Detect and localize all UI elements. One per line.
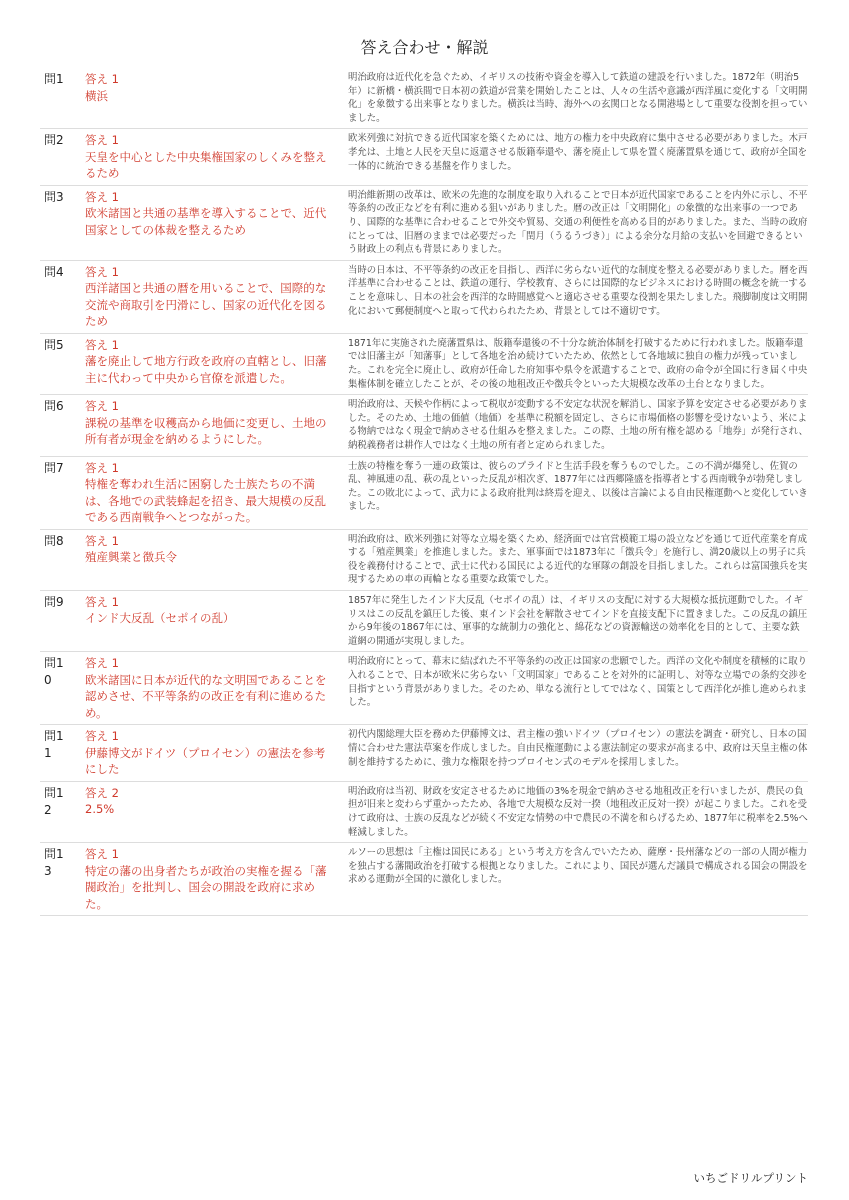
question-number: 問9 [44,594,64,609]
question-number: 問11 [44,729,64,761]
answer-label: 答え 1 [85,533,119,548]
answer-block [80,533,332,587]
question-number: 問1 [44,72,64,86]
qa-row [40,334,808,395]
answer-block [80,655,332,721]
qa-row [40,843,808,916]
explanation-text: 明治政府にとって、幕末に結ばれた不平等条約の改正は国家の悲願でした。西洋の文化や制度を積極的に取り入れることで、日本が欧米に劣らない「文明国家」であることを対外的に証明し、対等な立場での条約交渉を目指すという背景がありました。そのため、単なる流行としてではなく、国策として西洋化が推し進められました。 [348,656,808,709]
answer-list [40,68,808,916]
explanation-text: 明治政府は近代化を急ぐため、イギリスの技術や資金を導入して鉄道の建設を行いました。1872年（明治5年）に新橋・横浜間で日本初の鉄道が営業を開始したことは、人々の生活や意識が西洋風に変化する「文明開化」を象徴する出来事となりました。横浜は当時、海外への玄関口となる開港場として重要な役割を担っていました。 [348,72,808,124]
answer-label: 答え 1 [85,72,119,86]
answer-text: インド大反乱（セポイの乱） [85,611,235,626]
answer-block [80,189,332,257]
explanation-text: 1857年に発生したインド大反乱（セポイの乱）は、イギリスの支配に対する大規模な抵抗運動でした。イギリスはこの反乱を鎮圧した後、東インド会社を解散させてインドを直接支配下に置きました。この反乱の鎮圧から9年後の1867年には、軍事的な統制力の強化と、綿花などの資源輸送の効率化を目的として、主要な鉄道網の開通が実現しました。 [348,594,808,647]
question-number: 問2 [44,133,64,148]
answer-label: 答え 1 [85,189,119,204]
answer-block [80,460,332,526]
explanation-text: 欧米列強に対抗できる近代国家を築くためには、地方の権力を中央政府に集中させる必要がありました。木戸孝允は、土地と人民を天皇に返還させる版籍奉還や、藩を廃止して県を置く廃藩置県を通じて、政府が全国を一体的に統治できる基盤を作りました。 [348,133,808,172]
answer-label: 答え 1 [85,847,119,862]
explanation-text: 士族の特権を奪う一連の政策は、彼らのプライドと生活手段を奪うものでした。この不満が爆発し、佐賀の乱、神風連の乱、萩の乱といった反乱が相次ぎ、1877年には西郷隆盛を指導者とする西南戦争が勃発しました。この敗北によって、武力による政府批判は終焉を迎え、以後は言論による自由民権運動へと変化していきました。 [348,460,808,513]
answer-block [80,337,332,391]
answer-text: 2.5% [85,802,115,817]
qa-row [40,457,808,530]
explanation-text: 明治政府は、天候や作柄によって税収が変動する不安定な状況を解消し、国家予算を安定させる必要がありました。そのため、土地の価値（地価）を基準に税額を固定し、さらに市場価格の影響を受けないよう、米による物納ではなく現金で納めさせる仕組みを整えました。この際、土地の所有権を認める「地券」が発行され、納税義務者は耕作人ではなく土地の所有者と定められました。 [348,399,808,451]
answer-text: 特権を奪われ生活に困窮した士族たちの不満は、各地での武装蜂起を招き、最大規模の反乱である西南戦争へとつながった。 [85,477,327,525]
answer-label: 答え 1 [85,729,119,744]
answer-text: 欧米諸国に日本が近代的な文明国であることを認めさせ、不平等条約の改正を有利に進めるため。 [85,672,327,720]
question-number: 問6 [44,399,64,414]
qa-row [40,782,808,843]
explanation-text: 明治政府は当初、財政を安定させるために地価の3%を現金で納めさせる地租改正を行いましたが、農民の負担が旧来と変わらず重かったため、各地で大規模な反対一揆（地租改正反対一揆）が起こりました。これを受けて政府は、士族の反乱などが続く不安定な情勢の中で農民の不満を和らげるため、1877年に税率を2.5%へ軽減しました。 [348,785,808,838]
qa-row [40,129,808,186]
question-number: 問3 [44,189,64,204]
question-number: 問7 [44,460,64,475]
answer-block [80,264,332,330]
qa-row [40,261,808,334]
page-title: 答え合わせ・解説 [360,38,489,57]
answer-label: 答え 1 [85,264,119,279]
answer-text: 特定の藩の出身者たちが政治の実権を握る「藩閥政治」を批判し、国会の開設を政府に求めた。 [85,863,327,911]
answer-block [80,132,332,182]
question-number: 問13 [44,847,64,879]
explanation-text: 明治維新期の改革は、欧米の先進的な制度を取り入れることで日本が近代国家であることを内外に示し、不平等条約の改正などを有利に進める狙いがありました。暦の改正は「文明開化」の象徴的な出来事の一つであり、国際的な基準に合わせることで外交や貿易、交通の利便性を高める目的がありました。また、当時の政府にとっては、旧暦のままでは必要だった「閏月（うるうづき）」による余分な月給の支払いを回避できるという財政上の利点も背景にありました。 [348,189,808,256]
qa-row [40,68,808,129]
explanation-text: 1871年に実施された廃藩置県は、版籍奉還後の不十分な統治体制を打破するために行われました。版籍奉還では旧藩主が「知藩事」として各地を治め続けていたため、依然として各地域に独自の権力が残っていました。これを完全に廃止し、政府が任命した府知事や県令を派遣することで、政府の命令が全国に行き届く中央集権体制を確立したことが、その後の地租改正や徴兵令といった大規模な改革の土台となりました。 [348,337,808,390]
qa-row [40,725,808,782]
question-number: 問12 [44,785,64,817]
qa-row [40,652,808,725]
answer-label: 答え 1 [85,594,119,609]
answer-label: 答え 1 [85,460,119,475]
answer-text: 殖産興業と徴兵令 [85,550,177,565]
qa-row [40,395,808,456]
answer-block [80,728,332,778]
answer-text: 欧米諸国と共通の基準を導入することで、近代国家としての体裁を整えるため [85,206,327,237]
answer-label: 答え 1 [85,656,119,671]
question-number: 問10 [44,656,64,688]
answer-text: 横浜 [85,88,108,103]
question-number: 問4 [44,264,64,279]
explanation-text: 明治政府は、欧米列強に対等な立場を築くため、経済面では官営模範工場の設立などを通じて近代産業を育成する「殖産興業」を推進しました。また、軍事面では1873年に「徴兵令」を施行し、満20歳以上の男子に兵役を義務付けることで、武士に代わる国民による近代的な軍隊の創設を目指しました。これらは富国強兵を実現するための車の両輪となる重要な政策でした。 [348,533,808,586]
qa-row [40,530,808,591]
answer-text: 伊藤博文がドイツ（プロイセン）の憲法を参考にした [85,745,326,777]
answer-label: 答え 1 [85,399,119,414]
answer-block [80,71,332,125]
qa-row [40,591,808,652]
answer-block [80,846,332,912]
explanation-text: ルソーの思想は「主権は国民にある」という考え方を含んでいたため、薩摩・長州藩などの一部の人間が権力を独占する藩閥政治を打破する根拠となりました。これにより、国民が選んだ議員で構成される国会の開設を求める運動が全国的に激化しました。 [348,847,808,886]
footer-brand: いちごドリルプリント [693,1171,808,1185]
question-number: 問8 [44,533,64,548]
answer-text: 西洋諸国と共通の暦を用いることで、国際的な交流や商取引を円滑にし、国家の近代化を図るため [85,281,327,329]
question-number: 問5 [44,337,64,352]
answer-label: 答え 1 [85,133,119,148]
answer-text: 藩を廃止して地方行政を政府の直轄とし、旧藩主に代わって中央から官僚を派遣した。 [85,354,327,385]
explanation-text: 初代内閣総理大臣を務めた伊藤博文は、君主権の強いドイツ（プロイセン）の憲法を調査・研究し、日本の国情に合わせた憲法草案を作成しました。自由民権運動による憲法制定の要求が高まる中、政府は天皇主権の体制を維持するために、強力な権限を持つプロイセン式のモデルを採用しました。 [348,729,808,768]
answer-block [80,594,332,648]
answer-label: 答え 2 [85,785,119,800]
answer-label: 答え 1 [85,337,119,352]
answer-text: 課税の基準を収穫高から地価に変更し、土地の所有者が現金を納めるようにした。 [85,415,327,447]
answer-block [80,398,332,452]
answer-block [80,785,332,839]
explanation-text: 当時の日本は、不平等条約の改正を目指し、西洋に劣らない近代的な制度を整える必要がありました。暦を西洋基準に合わせることは、鉄道の運行、学校教育、さらには国際的なビジネスにおける時間の概念を統一することを意味し、日本の社会を西洋的な時間感覚へと適応させる重要な役割を果たしました。飛脚制度は文明開化において郵便制度へと取って代わられたため、背景としては不適切です。 [348,264,808,317]
qa-row [40,186,808,261]
answer-text: 天皇を中心とした中央集権国家のしくみを整えるため [85,149,327,181]
